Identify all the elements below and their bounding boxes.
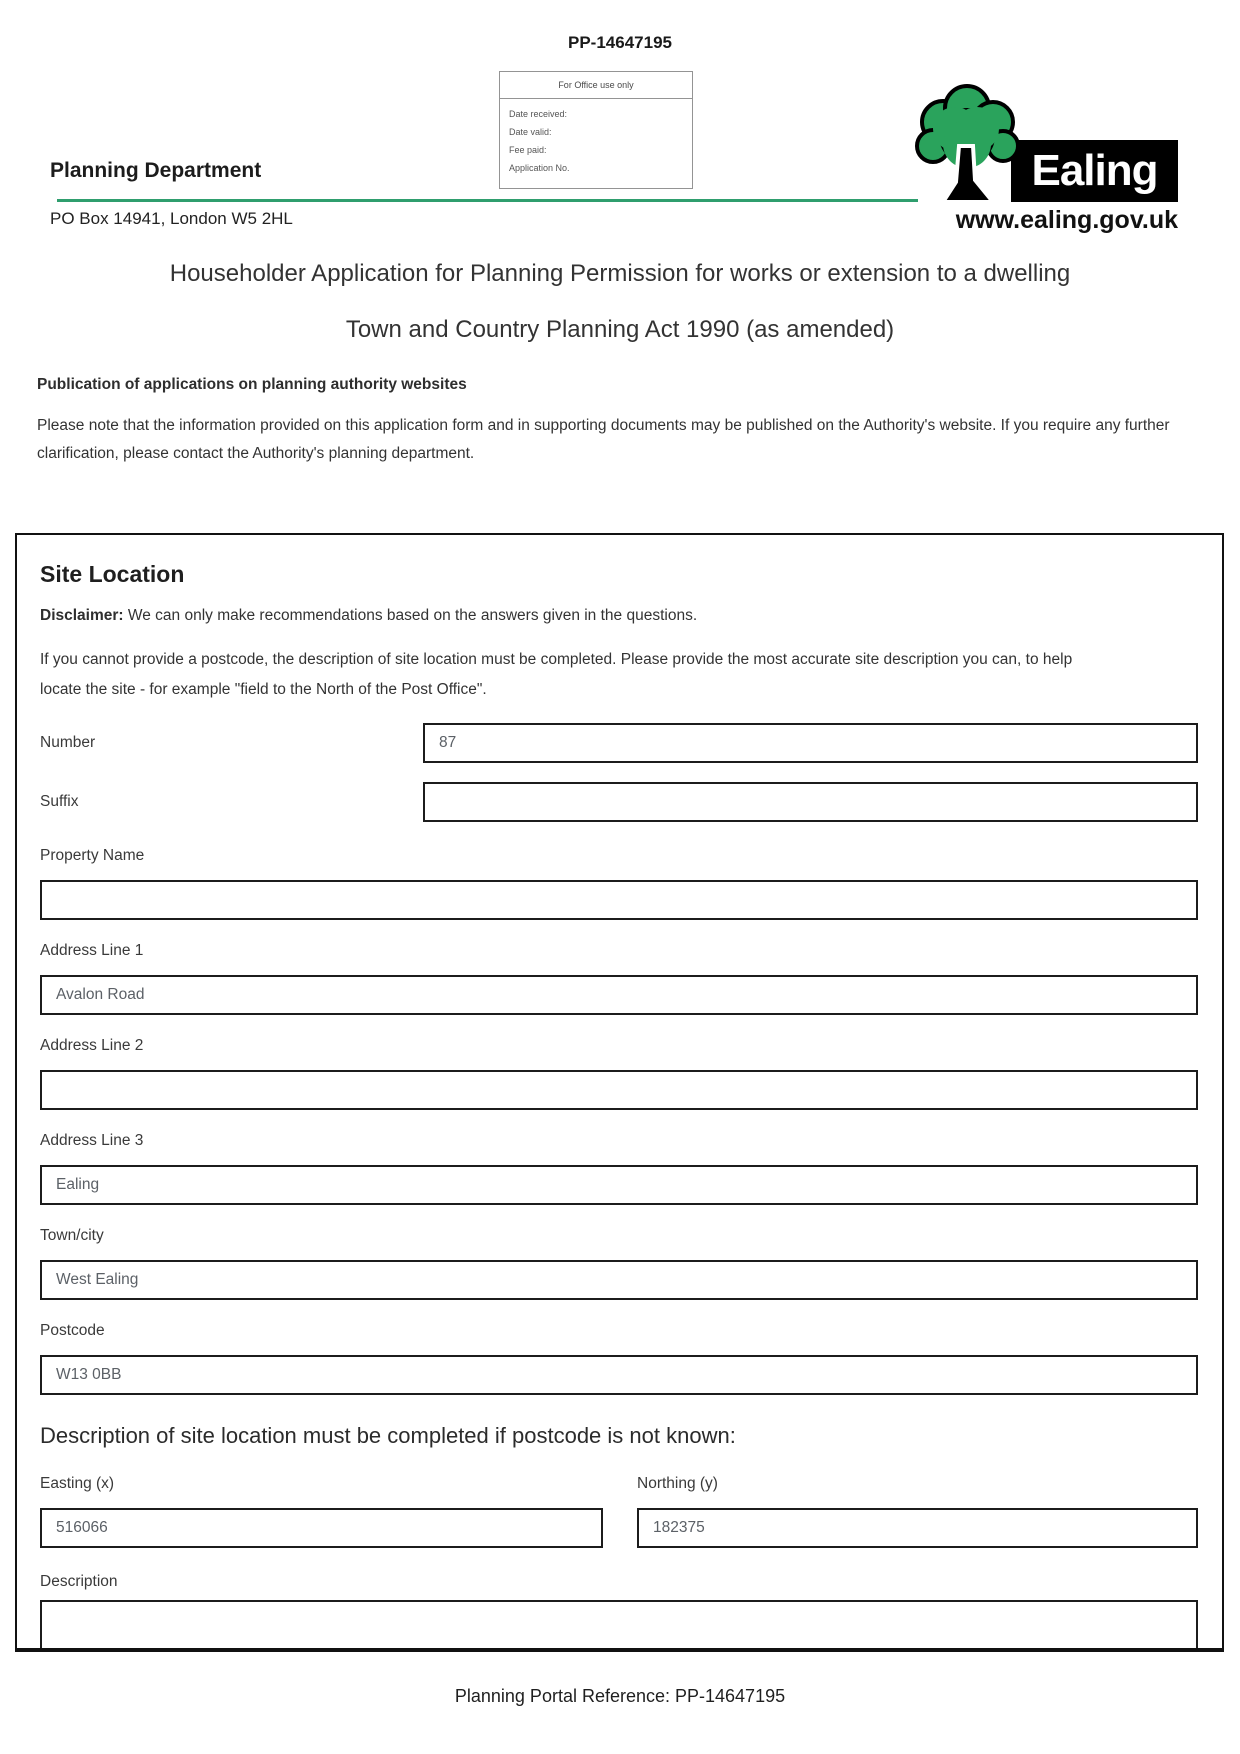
office-use-field-application-no: Application No. xyxy=(509,163,570,173)
property-name-label: Property Name xyxy=(40,847,145,864)
section-title: Site Location xyxy=(40,561,185,587)
property-name-input[interactable] xyxy=(40,880,1198,920)
site-location-intro: If you cannot provide a postcode, the description of site location must be completed. Please provide the most accurate site description you can, to help locate the site - for example "field to the North of the Post Office". xyxy=(40,651,1073,698)
department-title: Planning Department xyxy=(50,159,262,182)
description-label: Description xyxy=(40,1573,118,1590)
number-input[interactable] xyxy=(423,723,1198,763)
department-divider xyxy=(57,199,918,202)
address-line-1-label: Address Line 1 xyxy=(40,942,144,959)
northing-label: Northing (y) xyxy=(637,1475,718,1492)
address-line-1-input[interactable] xyxy=(40,975,1198,1015)
disclaimer-text: We can only make recommendations based on the answers given in the questions. xyxy=(127,607,698,624)
town-city-input[interactable] xyxy=(40,1260,1198,1300)
postcode-input[interactable] xyxy=(40,1355,1198,1395)
postcode-label: Postcode xyxy=(40,1322,105,1339)
ealing-logo xyxy=(905,82,1185,242)
publication-note: Please note that the information provided on this application form and in supporting documents may be published on the Authority's website. If you require any further clarification, please contact the Authority's planning department. xyxy=(37,417,1170,462)
suffix-label: Suffix xyxy=(40,793,79,810)
number-label: Number xyxy=(40,734,96,751)
town-city-label: Town/city xyxy=(40,1227,104,1244)
ealing-wordmark: Ealing xyxy=(1011,140,1178,202)
office-use-field-fee-paid: Fee paid: xyxy=(509,145,547,155)
easting-label: Easting (x) xyxy=(40,1475,115,1492)
department-address: PO Box 14941, London W5 2HL xyxy=(50,209,293,228)
ealing-website: www.ealing.gov.uk xyxy=(955,206,1178,234)
form-subtitle: Town and Country Planning Act 1990 (as amended) xyxy=(345,316,895,343)
disclaimer-label: Disclaimer: xyxy=(40,607,124,624)
address-line-2-label: Address Line 2 xyxy=(40,1037,144,1054)
office-use-field-date-received: Date received: xyxy=(509,109,568,119)
office-use-box xyxy=(499,71,693,189)
site-location-section xyxy=(15,533,1224,1652)
address-line-3-label: Address Line 3 xyxy=(40,1132,144,1149)
northing-input[interactable] xyxy=(637,1508,1198,1548)
disclaimer xyxy=(40,607,697,625)
form-title: Householder Application for Planning Permission for works or extension to a dwelling xyxy=(169,260,1071,287)
office-use-field-date-valid: Date valid: xyxy=(509,127,552,137)
description-input[interactable] xyxy=(40,1600,1198,1652)
footer-reference: Planning Portal Reference: PP-14647195 xyxy=(454,1686,786,1706)
publication-heading: Publication of applications on planning authority websites xyxy=(37,376,467,393)
description-heading: Description of site location must be completed if postcode is not known: xyxy=(40,1423,736,1448)
address-line-2-input[interactable] xyxy=(40,1070,1198,1110)
suffix-input[interactable] xyxy=(423,782,1198,822)
page-reference: PP-14647195 xyxy=(568,33,672,52)
easting-input[interactable] xyxy=(40,1508,603,1548)
address-line-3-input[interactable] xyxy=(40,1165,1198,1205)
ealing-tree-icon xyxy=(915,84,1021,208)
office-use-title: For Office use only xyxy=(500,72,692,99)
